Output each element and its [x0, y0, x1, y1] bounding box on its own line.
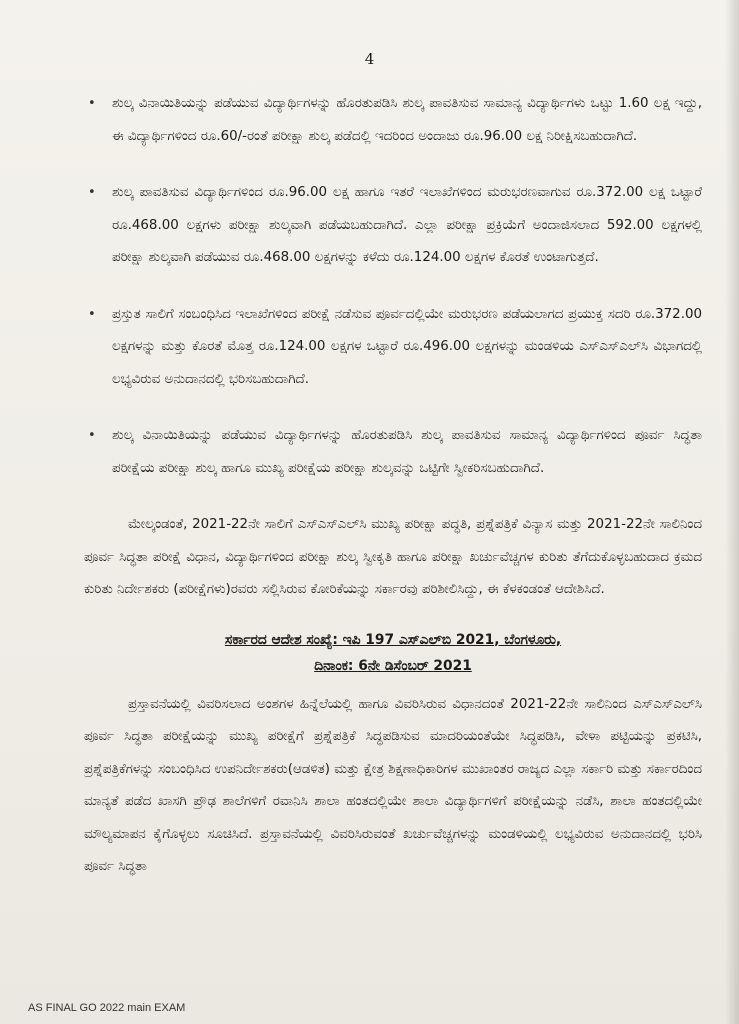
order-number-line: ಸರ್ಕಾರದ ಆದೇಶ ಸಂಖ್ಯೆ: ಇಪಿ 197 ಎಸ್‌ಎಲ್‌ಬಿ 2021, ಬೆಂಗಳೂರು, [224, 631, 562, 648]
order-date-line: ದಿನಾಂಕ: 6ನೇ ಡಿಸೆಂಬರ್ 2021 [314, 657, 472, 674]
bullet-item-2 [84, 177, 702, 275]
bullet-item-4 [84, 420, 702, 485]
bullet-icon: • [88, 96, 96, 111]
bullet-text: ಶುಲ್ಕ ಪಾವತಿಸುವ ವಿದ್ಯಾರ್ಥಿಗಳಿಂದ ರೂ.96.00 ಲಕ್ಷ ಹಾಗೂ ಇತರೆ ಇಲಾಖೆಗಳಿಂದ ಮರುಭರಣವಾಗುವ ರೂ.372.00 ಲಕ್ಷ ಒಟ್ಟಾರೆ ರೂ.468.00 ಲಕ್ಷಗಳು ಪರೀಕ್ಷಾ ಶುಲ್ಕವಾಗಿ ಪಡೆಯಬಹುದಾಗಿದೆ. ಎಲ್ಲಾ ಪರೀಕ್ಷಾ ಪ್ರಕ್ರಿಯೆಗೆ ಅಂದಾಜಿಸಲಾದ 592.00 ಲಕ್ಷಗಳಲ್ಲಿ ಪರೀಕ್ಷಾ ಶುಲ್ಕವಾಗಿ ಪಡೆಯುವ ರೂ.468.00 ಲಕ್ಷಗಳನ್ನು ಕಳೆದು ರೂ.124.00 ಲಕ್ಷಗಳ ಕೊರತೆ ಉಂಟಾಗುತ್ತದೆ. [112, 185, 702, 265]
page-number: 4 [364, 50, 375, 68]
order-paragraph: ಪ್ರಸ್ತಾವನೆಯಲ್ಲಿ ವಿವರಿಸಲಾದ ಅಂಶಗಳ ಹಿನ್ನೆಲೆಯಲ್ಲಿ ಹಾಗೂ ವಿವರಿಸಿರುವ ವಿಧಾನದಂತೆ 2021-22ನೇ ಸಾಲಿನಿಂದ ಎಸ್‌ಎಸ್‌ಎಲ್‌ಸಿ ಪೂರ್ವ ಸಿದ್ಧತಾ ಪರೀಕ್ಷೆಯನ್ನು ಮುಖ್ಯ ಪರೀಕ್ಷೆಗೆ ಪ್ರಶ್ನೆಪತ್ರಿಕೆ ಸಿದ್ಧಪಡಿಸುವ ಮಾದರಿಯಂತೆಯೇ ಸಿದ್ಧಪಡಿಸಿ, ವೇಳಾ ಪಟ್ಟಿಯನ್ನು ಪ್ರಕಟಿಸಿ, ಪ್ರಶ್ನೆಪತ್ರಿಕೆಗಳನ್ನು ಸಂಬಂಧಿಸಿದ ಉಪನಿರ್ದೇಶಕರು(ಆಡಳಿತ) ಮತ್ತು ಕ್ಷೇತ್ರ ಶಿಕ್ಷಣಾಧಿಕಾರಿಗಳ ಮುಖಾಂತರ ರಾಜ್ಯದ ಎಲ್ಲಾ ಸರ್ಕಾರಿ ಮತ್ತು ಸರ್ಕಾರದಿಂದ ಮಾನ್ಯತೆ ಪಡೆದ ಖಾಸಗಿ ಪ್ರೌಢ ಶಾಲೆಗಳಿಗೆ ರವಾನಿಸಿ ಶಾಲಾ ಹಂತದಲ್ಲಿಯೇ ಶಾಲಾ ವಿದ್ಯಾರ್ಥಿಗಳಿಗೆ ಪರೀಕ್ಷೆಯನ್ನು ನಡೆಸಿ, ಶಾಲಾ ಹಂತದಲ್ಲಿಯೇ ಮೌಲ್ಯಮಾಪನ ಕೈಗೊಳ್ಳಲು ಸೂಚಿಸಿದೆ. ಪ್ರಸ್ತಾವನೆಯಲ್ಲಿ ವಿವರಿಸಿರುವಂತೆ ಖರ್ಚುವೆಚ್ಚಗಳನ್ನು ಮಂಡಳಿಯಲ್ಲಿ ಲಭ್ಯವಿರುವ ಅನುದಾನದಲ್ಲಿ ಭರಿಸಿ ಪೂರ್ವ ಸಿದ್ಧತಾ [84, 696, 702, 874]
bullet-icon: • [88, 185, 96, 200]
bullet-icon: • [88, 306, 96, 322]
bullet-icon: • [88, 428, 96, 443]
page-edge-shadow [725, 0, 739, 1024]
summary-paragraph: ಮೇಲ್ಕಂಡಂತೆ, 2021-22ನೇ ಸಾಲಿಗೆ ಎಸ್‌ಎಸ್‌ಎಲ್‌ಸಿ ಮುಖ್ಯ ಪರೀಕ್ಷಾ ಪದ್ಧತಿ, ಪ್ರಶ್ನೆಪತ್ರಿಕೆ ವಿನ್ಯಾಸ ಮತ್ತು 2021-22ನೇ ಸಾಲಿನಿಂದ ಪೂರ್ವ ಸಿದ್ಧತಾ ಪರೀಕ್ಷೆ ವಿಧಾನ, ವಿದ್ಯಾರ್ಥಿಗಳಿಂದ ಪರೀಕ್ಷಾ ಶುಲ್ಕ ಸ್ವೀಕೃತಿ ಹಾಗೂ ಪರೀಕ್ಷಾ ಖರ್ಚುವೆಚ್ಚಗಳ ಕುರಿತು ತೆಗೆದುಕೊಳ್ಳಬಹುದಾದ ಕ್ರಮದ ಕುರಿತು ನಿರ್ದೇಶಕರು (ಪರೀಕ್ಷೆಗಳು)ರವರು ಸಲ್ಲಿಸಿರುವ ಕೋರಿಕೆಯನ್ನು ಸರ್ಕಾರವು ಪರಿಶೀಲಿಸಿದ್ದು, ಈ ಕೆಳಕಂಡಂತೆ ಆದೇಶಿಸಿದೆ. [84, 517, 702, 597]
footer-label: AS FINAL GO 2022 main EXAM [28, 1002, 186, 1014]
bullet-list [84, 88, 702, 485]
bullet-text: ಶುಲ್ಕ ವಿನಾಯಿತಿಯನ್ನು ಪಡೆಯುವ ವಿದ್ಯಾರ್ಥಿಗಳನ್ನು ಹೊರತುಪಡಿಸಿ ಶುಲ್ಕ ಪಾವತಿಸುವ ಸಾಮಾನ್ಯ ವಿದ್ಯಾರ್ಥಿಗಳು ಒಟ್ಟು 1.60 ಲಕ್ಷ ಇದ್ದು, ಈ ವಿದ್ಯಾರ್ಥಿಗಳಿಂದ ರೂ.60/-ರಂತೆ ಪರೀಕ್ಷಾ ಶುಲ್ಕ ಪಡೆದಲ್ಲಿ ಇದರಿಂದ ಅಂದಾಜು ರೂ.96.00 ಲಕ್ಷ ನಿರೀಕ್ಷಿಸಬಹುದಾಗಿದೆ. [112, 96, 702, 144]
bullet-item-1 [84, 88, 702, 153]
bullet-text: ಶುಲ್ಕ ವಿನಾಯಿತಿಯನ್ನು ಪಡೆಯುವ ವಿದ್ಯಾರ್ಥಿಗಳನ್ನು ಹೊರತುಪಡಿಸಿ ಶುಲ್ಕ ಪಾವತಿಸುವ ಸಾಮಾನ್ಯ ವಿದ್ಯಾರ್ಥಿಗಳಿಂದ ಪೂರ್ವ ಸಿದ್ಧತಾ ಪರೀಕ್ಷೆಯ ಪರೀಕ್ಷಾ ಶುಲ್ಕ ಹಾಗೂ ಮುಖ್ಯ ಪರೀಕ್ಷೆಯ ಪರೀಕ್ಷಾ ಶುಲ್ಕವನ್ನು ಒಟ್ಟಿಗೇ ಸ್ವೀಕರಿಸಬಹುದಾಗಿದೆ. [112, 428, 702, 476]
bullet-text: ಪ್ರಸ್ತುತ ಸಾಲಿಗೆ ಸಂಬಂಧಿಸಿದ ಇಲಾಖೆಗಳಿಂದ ಪರೀಕ್ಷೆ ನಡೆಸುವ ಪೂರ್ವದಲ್ಲಿಯೇ ಮರುಭರಣ ಪಡೆಯಲಾಗದ ಪ್ರಯುಕ್ತ ಸದರಿ ರೂ.372.00 ಲಕ್ಷಗಳನ್ನು ಮತ್ತು ಕೊರತೆ ಮೊತ್ತ ರೂ.124.00 ಲಕ್ಷಗಳ ಒಟ್ಟಾರೆ ರೂ.496.00 ಲಕ್ಷಗಳನ್ನು ಮಂಡಳಿಯ ಎಸ್‌ಎಸ್‌ಎಲ್‌ಸಿ ವಿಭಾಗದಲ್ಲಿ ಲಭ್ಯವಿರುವ ಅನುದಾನದಲ್ಲಿ ಭರಿಸಬಹುದಾಗಿದೆ. [112, 306, 702, 387]
bullet-item-3 [84, 299, 702, 397]
document-body [84, 88, 702, 884]
government-order-heading [84, 627, 702, 679]
